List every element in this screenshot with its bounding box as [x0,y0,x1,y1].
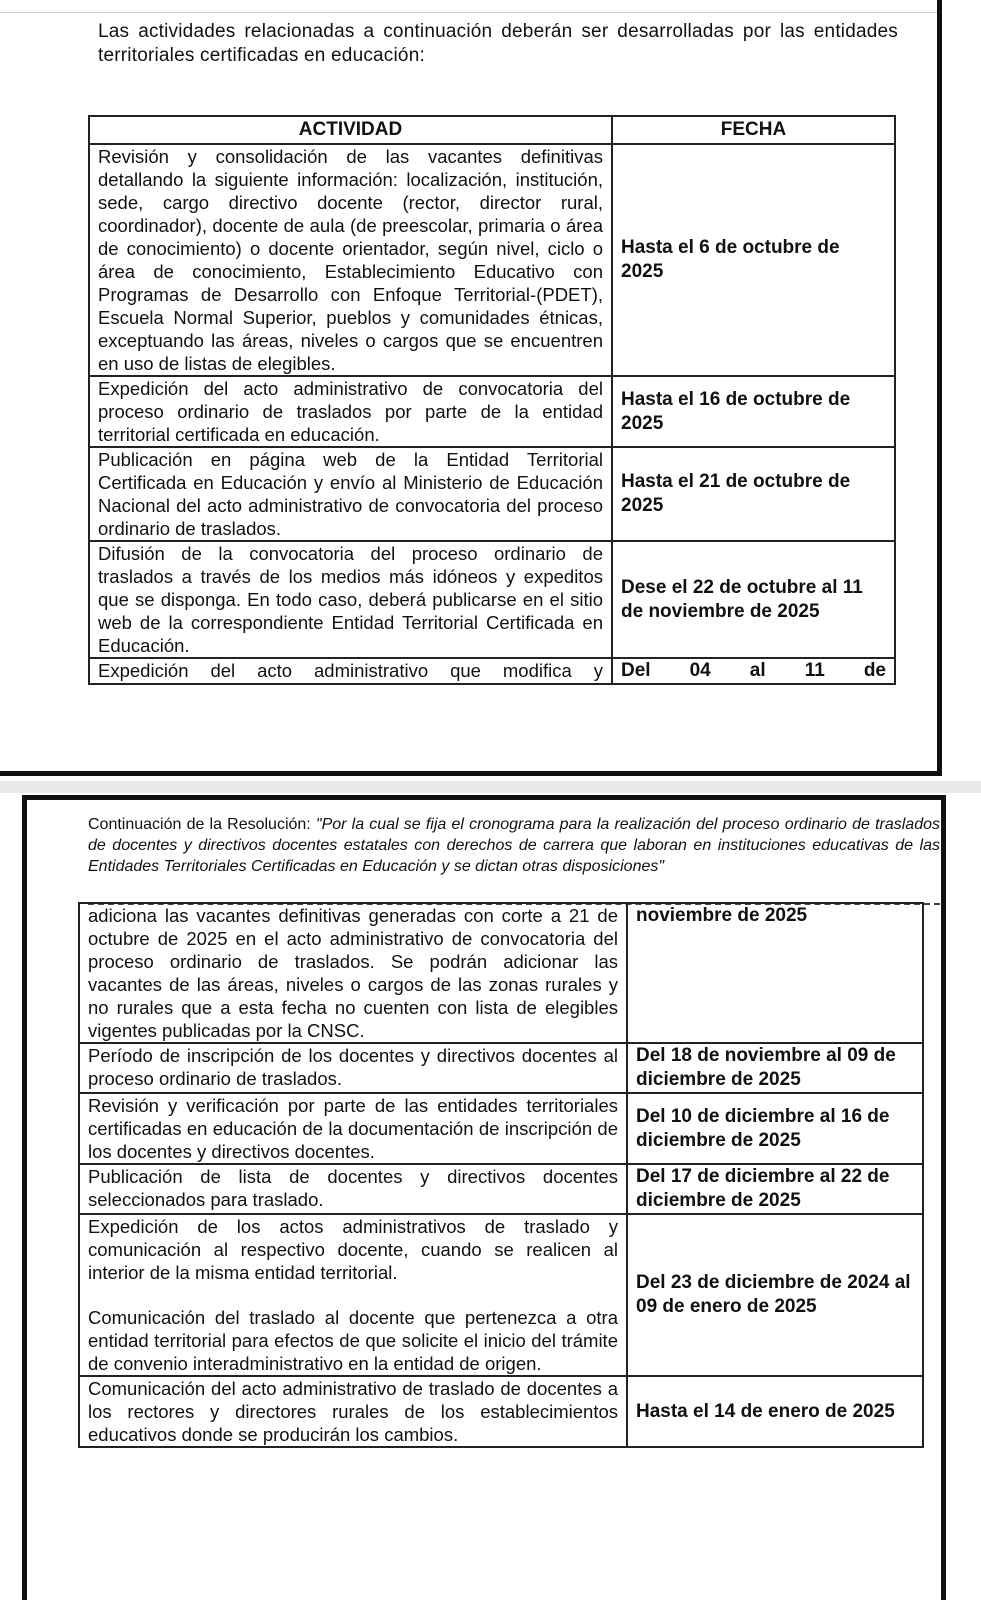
table-row [89,447,895,541]
table-row [79,1093,923,1164]
header-quote: "Por la cual se fija el cronograma para la realización del proceso ordinario de traslados de docentes y directivos docentes estatales con derechos de carrera que laboran en instituciones educativas de las Entidades Territoriales Certificadas en Educación y se dictan otras disposiciones" [88,816,941,875]
activity-cell [79,1214,627,1376]
activity-cell: Expedición del acto administrativo que modifica y [89,658,612,684]
paragraph-spacer [88,1284,618,1306]
date-cell: Hasta el 6 de octubre de 2025 [612,144,895,376]
date-cell: Hasta el 16 de octubre de 2025 [612,376,895,447]
header-fecha: FECHA [612,116,895,144]
activity-cell: Difusión de la convocatoria del proceso ordinario de traslados a través de los medios más idóneos y expeditos que se disponga. En todo caso, deberá publicarse en el sitio web de la correspondiente Entidad Territorial Certificada en Educación. [89,541,612,658]
table-row [89,658,895,684]
activities-table-1 [88,115,896,685]
date-cell: Del 18 de noviembre al 09 de diciembre de 2025 [627,1043,923,1093]
date-cell: noviembre de 2025 [627,903,923,1043]
table-row [89,144,895,376]
activity-cell: Expedición del acto administrativo de convocatoria del proceso ordinario de traslados por parte de la entidad territorial certificada en educación. [89,376,612,447]
page-gap [0,781,981,793]
header-prefix: Continuación de la Resolución: [88,816,316,833]
date-cell: Del 17 de diciembre al 22 de diciembre de 2025 [627,1164,923,1214]
activity-cell: Revisión y verificación por parte de las entidades territoriales certificadas en educación de la documentación de inscripción de los docentes y directivos docentes. [79,1093,627,1164]
activity-paragraph: Comunicación del traslado al docente que pertenezca a otra entidad territorial para efectos de que solicite el inicio del trámite de convenio interadministrativo en la entidad de origen. [88,1307,618,1374]
table-row [89,376,895,447]
activity-cell: Período de inscripción de los docentes y directivos docentes al proceso ordinario de traslados. [79,1043,627,1093]
header-actividad: ACTIVIDAD [89,116,612,144]
date-cell: Hasta el 14 de enero de 2025 [627,1376,923,1447]
date-cell: Dese el 22 de octubre al 11 de noviembre de 2025 [612,541,895,658]
page-divider [0,12,937,13]
activities-table-2 [78,902,924,1448]
table-row [79,1376,923,1447]
activity-cell: Comunicación del acto administrativo de traslado de docentes a los rectores y directores rurales de los establecimientos educativos donde se producirán los cambios. [79,1376,627,1447]
date-cell: Hasta el 21 de octubre de 2025 [612,447,895,541]
resolution-header [88,814,940,877]
table-row [79,903,923,1043]
table-header-row [89,116,895,144]
table-row [79,1043,923,1093]
activity-cell: adiciona las vacantes definitivas generadas con corte a 21 de octubre de 2025 en el acto administrativo de convocatoria del proceso ordinario de traslados. Se podrán adicionar las vacantes de las áreas, niveles o cargos de las zonas rurales y no rurales que a esta fecha no cuenten con lista de elegibles vigentes publicadas por la CNSC. [79,903,627,1043]
activity-cell: Publicación de lista de docentes y directivos docentes seleccionados para traslado. [79,1164,627,1214]
intro-paragraph: Las actividades relacionadas a continuación deberán ser desarrolladas por las entidades territoriales certificadas en educación: [98,21,898,66]
activity-cell: Publicación en página web de la Entidad Territorial Certificada en Educación y envío al Ministerio de Educación Nacional del acto administrativo de convocatoria del proceso ordinario de traslados. [89,447,612,541]
activity-paragraph: Expedición de los actos administrativos de traslado y comunicación al respectivo docente, cuando se realicen al interior de la misma entidad territorial. [88,1216,618,1283]
date-cell: Del 10 de diciembre al 16 de diciembre de 2025 [627,1093,923,1164]
activity-cell: Revisión y consolidación de las vacantes definitivas detallando la siguiente información: localización, institución, sede, cargo directivo docente (rector, director rural, coordinador), docente de aula (de preescolar, primaria o área de conocimiento) o docente orientador, según nivel, ciclo o área de conocimiento, Establecimiento Educativo con Programas de Desarrollo con Enfoque Territorial-(PDET), Escuela Normal Superior, pueblos y comunidades étnicas, exceptuando las áreas, niveles o cargos que se encuentren en uso de listas de elegibles. [89,144,612,376]
table-row [79,1164,923,1214]
date-cell: Del 04 al 11 de [612,658,895,684]
table-row [89,541,895,658]
date-cell: Del 23 de diciembre de 2024 al 09 de enero de 2025 [627,1214,923,1376]
table-row [79,1214,923,1376]
